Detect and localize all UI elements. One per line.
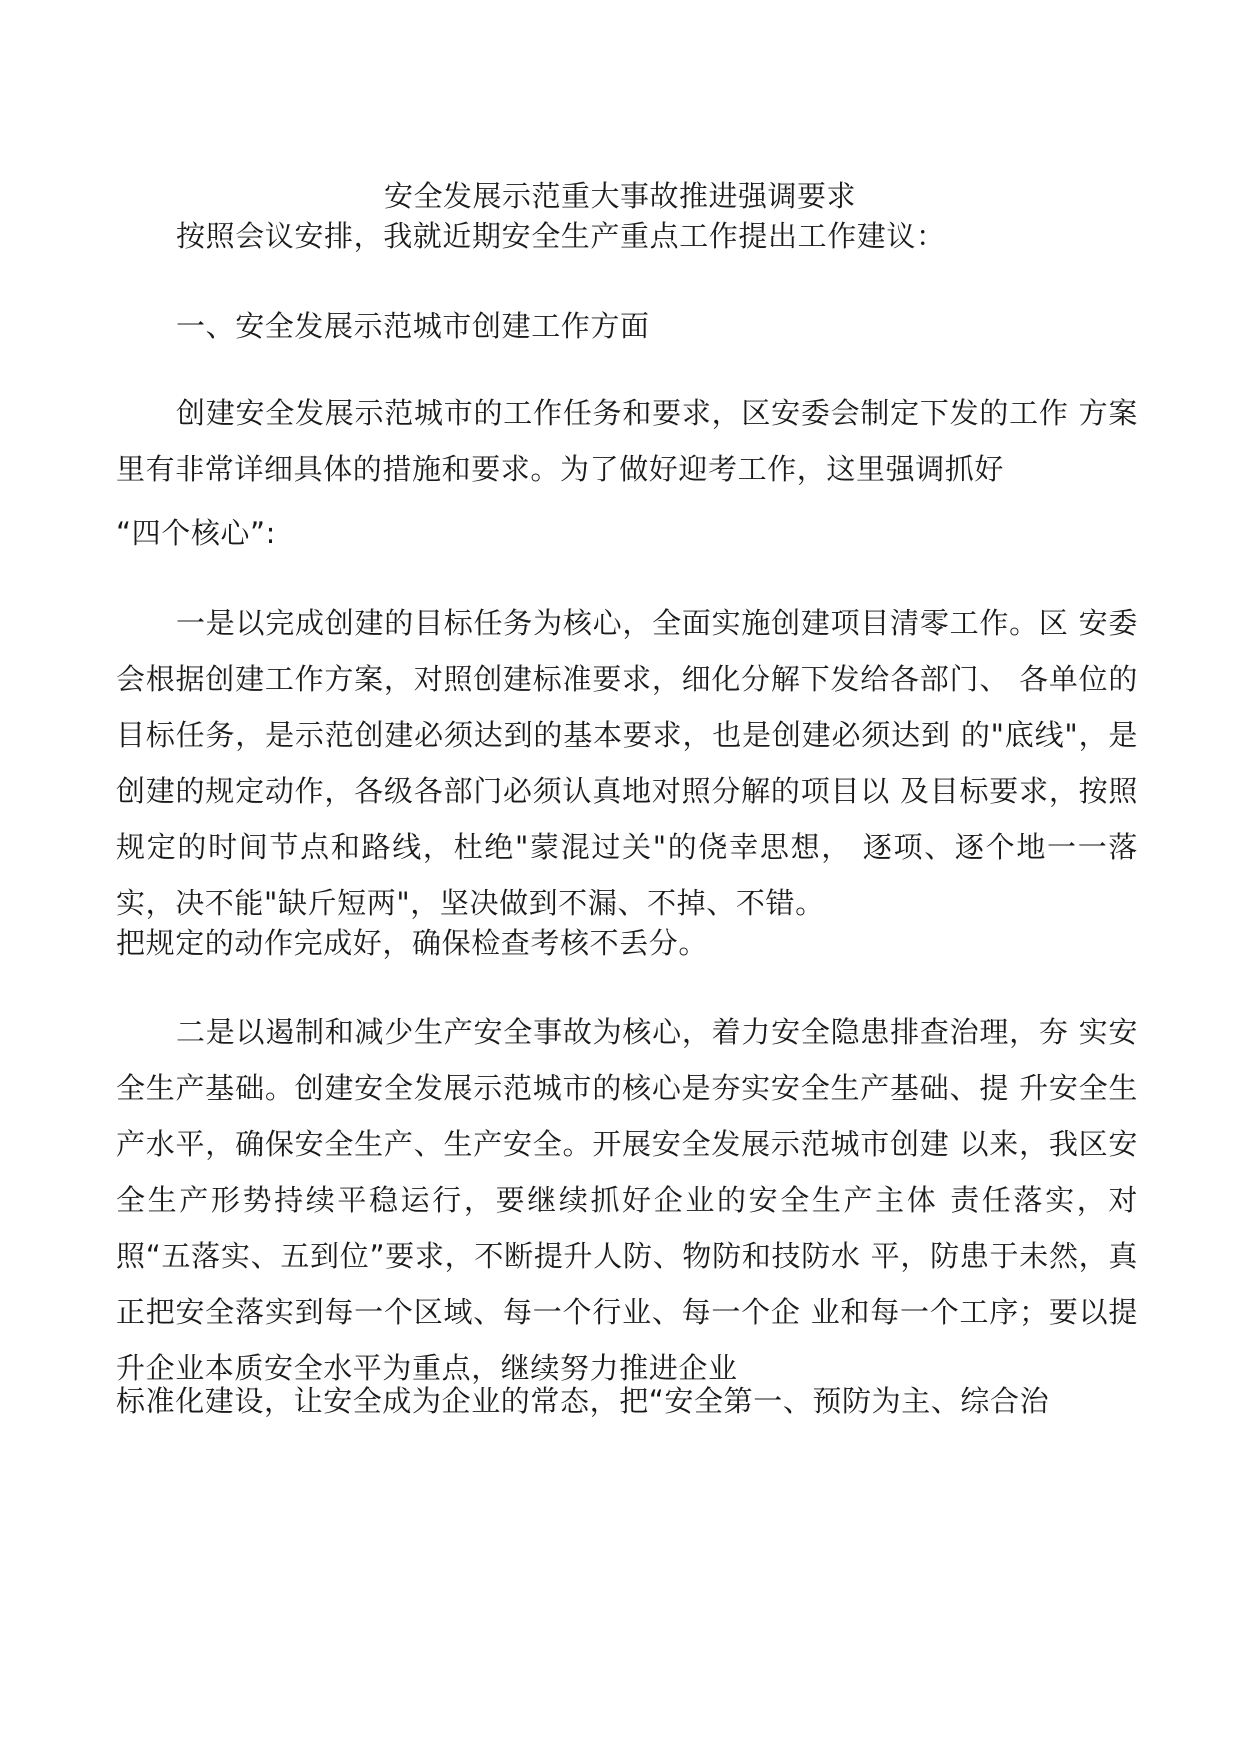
section-heading: 一、安全发展示范城市创建工作方面	[176, 309, 650, 343]
paragraph-2-tail: 把规定的动作完成好，确保检查考核不丢分。	[116, 926, 709, 960]
paragraph-2: 一是以完成创建的目标任务为核心，全面实施创建项目清零工作。区 安委会根据创建工作方案，对照创建标准要求，细化分解下发给各部门、 各单位的目标任务，是示范创建必须达到的基本要求，也是创建必须达到 的"底线"，是创建的规定动作，各级各部门必须认真地对照分解的项目以 及目标要求，按照规定的时间节点和路线，杜绝"蒙混过关"的侥幸思想， 逐项、逐个地一一落实，决不能"缺斤短两"，坚决做到不漏、不掉、不错。	[116, 606, 1138, 920]
paragraph-3: 二是以遏制和减少生产安全事故为核心，着力安全隐患排查治理，夯 实安全生产基础。创建安全发展示范城市的核心是夯实安全生产基础、提 升安全生产水平，确保安全生产、生产安全。开展安全发展示范城市创建 以来，我区安全生产形势持续平稳运行，要继续抓好企业的安全生产主体 责任落实，对照“五落实、五到位”要求，不断提升人防、物防和技防水 平，防患于未然，真正把安全落实到每一个区域、每一个行业、每一个企 业和每一个工序；要以提升企业本质安全水平为重点，继续努力推进企业	[116, 1015, 1138, 1385]
paragraph-3-tail: 标准化建设，让安全成为企业的常态，把“安全第一、预防为主、综合治	[116, 1384, 1050, 1418]
paragraph-1-tail: “四个核心”:	[116, 516, 277, 550]
document-title: 安全发展示范重大事故推进强调要求	[383, 179, 856, 213]
paragraph-1: 创建安全发展示范城市的工作任务和要求，区安委会制定下发的工作 方案里有非常详细具体的措施和要求。为了做好迎考工作，这里强调抓好	[116, 396, 1138, 486]
intro-paragraph: 按照会议安排，我就近期安全生产重点工作提出工作建议：	[176, 219, 946, 253]
